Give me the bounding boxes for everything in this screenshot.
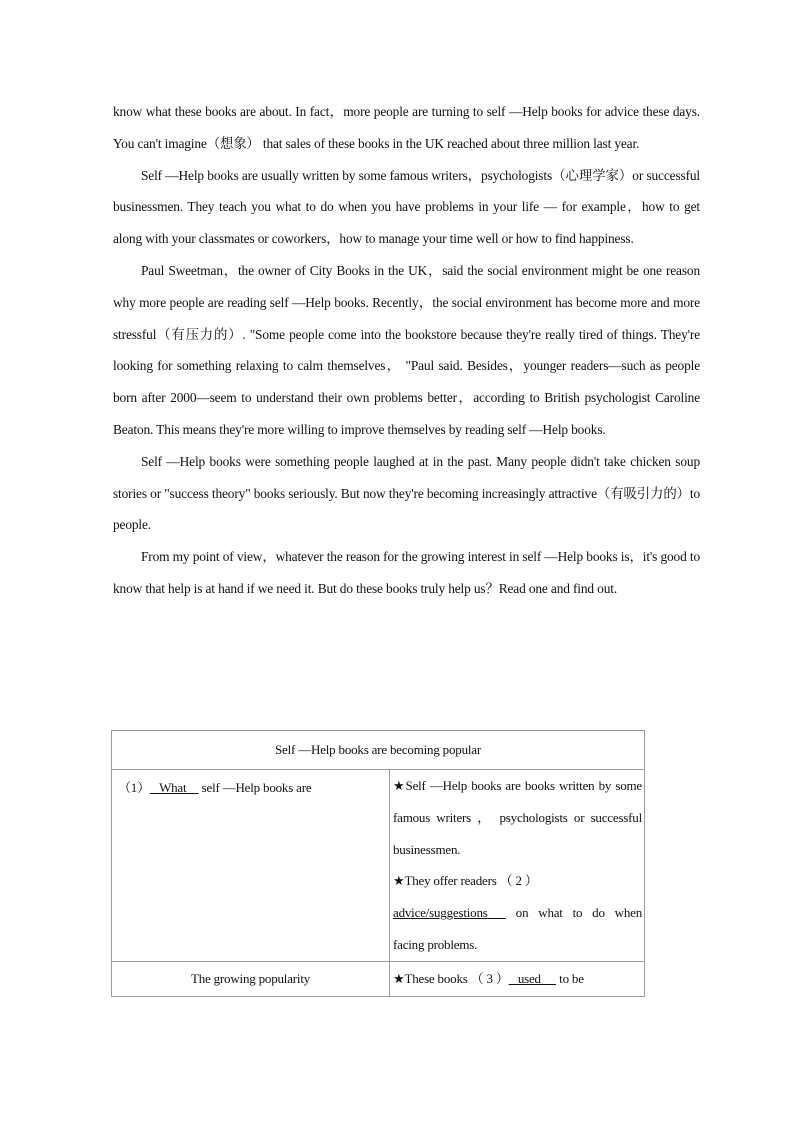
answer-blank-2: advice/suggestions	[393, 905, 488, 921]
row2-label-cell: The growing popularity	[112, 961, 390, 996]
row1-label-suffix: self —Help books are	[198, 780, 312, 795]
row1-star-1: ★Self —Help books are books written by some famous writers ， psychologists or successful businessmen.	[393, 778, 642, 857]
passage-paragraph-5: From my point of view，whatever the reason for the growing interest in self —Help books is，it's good to know that help is at hand if we need it. But do these books truly help us？Read one and find out.	[113, 549, 700, 596]
answer-blank-3: used	[517, 970, 541, 986]
answer-blank-1: What	[159, 780, 187, 795]
row1-label-prefix: （1）	[118, 780, 150, 795]
row1-star-2-prefix: ★They offer readers （ 2 ）	[393, 873, 538, 889]
table-title: Self —Help books are becoming popular	[112, 731, 645, 770]
passage-paragraph-4: Self —Help books were something people laughed at in the past. Many people didn't take chicken soup stories or "success theory" books seriously. But now they're becoming increasingly attractive（有吸引力的）to people.	[113, 453, 700, 533]
row1-label-cell	[112, 770, 390, 962]
passage-paragraph-2: Self —Help books are usually written by some famous writers，psychologists（心理学家）or successful businessmen. They teach you what to do when you have problems in your life — for example，how to get along with your classmates or coworkers，how to manage your time well or how to find happiness.	[113, 167, 700, 247]
reading-passage	[113, 96, 700, 605]
row1-star-2-suffix: on what to do when facing problems.	[393, 905, 642, 952]
table-row	[112, 961, 645, 996]
table-row	[112, 770, 645, 962]
row2-content-cell	[390, 961, 645, 996]
summary-table	[111, 730, 645, 997]
row1-star-2	[393, 865, 642, 960]
row2-star-prefix: ★These books （ 3 ）	[393, 970, 509, 986]
passage-paragraph-1: know what these books are about. In fact，more people are turning to self —Help books for advice these days. You can't imagine（想象） that sales of these books in the UK reached about three million last year.	[113, 104, 700, 151]
passage-paragraph-3: Paul Sweetman，the owner of City Books in the UK，said the social environment might be one reason why more people are reading self —Help books. Recently，the social environment has become more and more stressful（有压力的）. "Some people come into the bookstore because they're really tired of things. They're looking for something relaxing to calm themselves， "Paul said. Besides，younger readers—such as people born after 2000—seem to understand their own problems better，according to British psychologist Caroline Beaton. This means they're more willing to improve themselves by reading self —Help books.	[113, 262, 700, 437]
row2-star-suffix: to be	[556, 970, 584, 986]
row1-content-cell	[390, 770, 645, 962]
